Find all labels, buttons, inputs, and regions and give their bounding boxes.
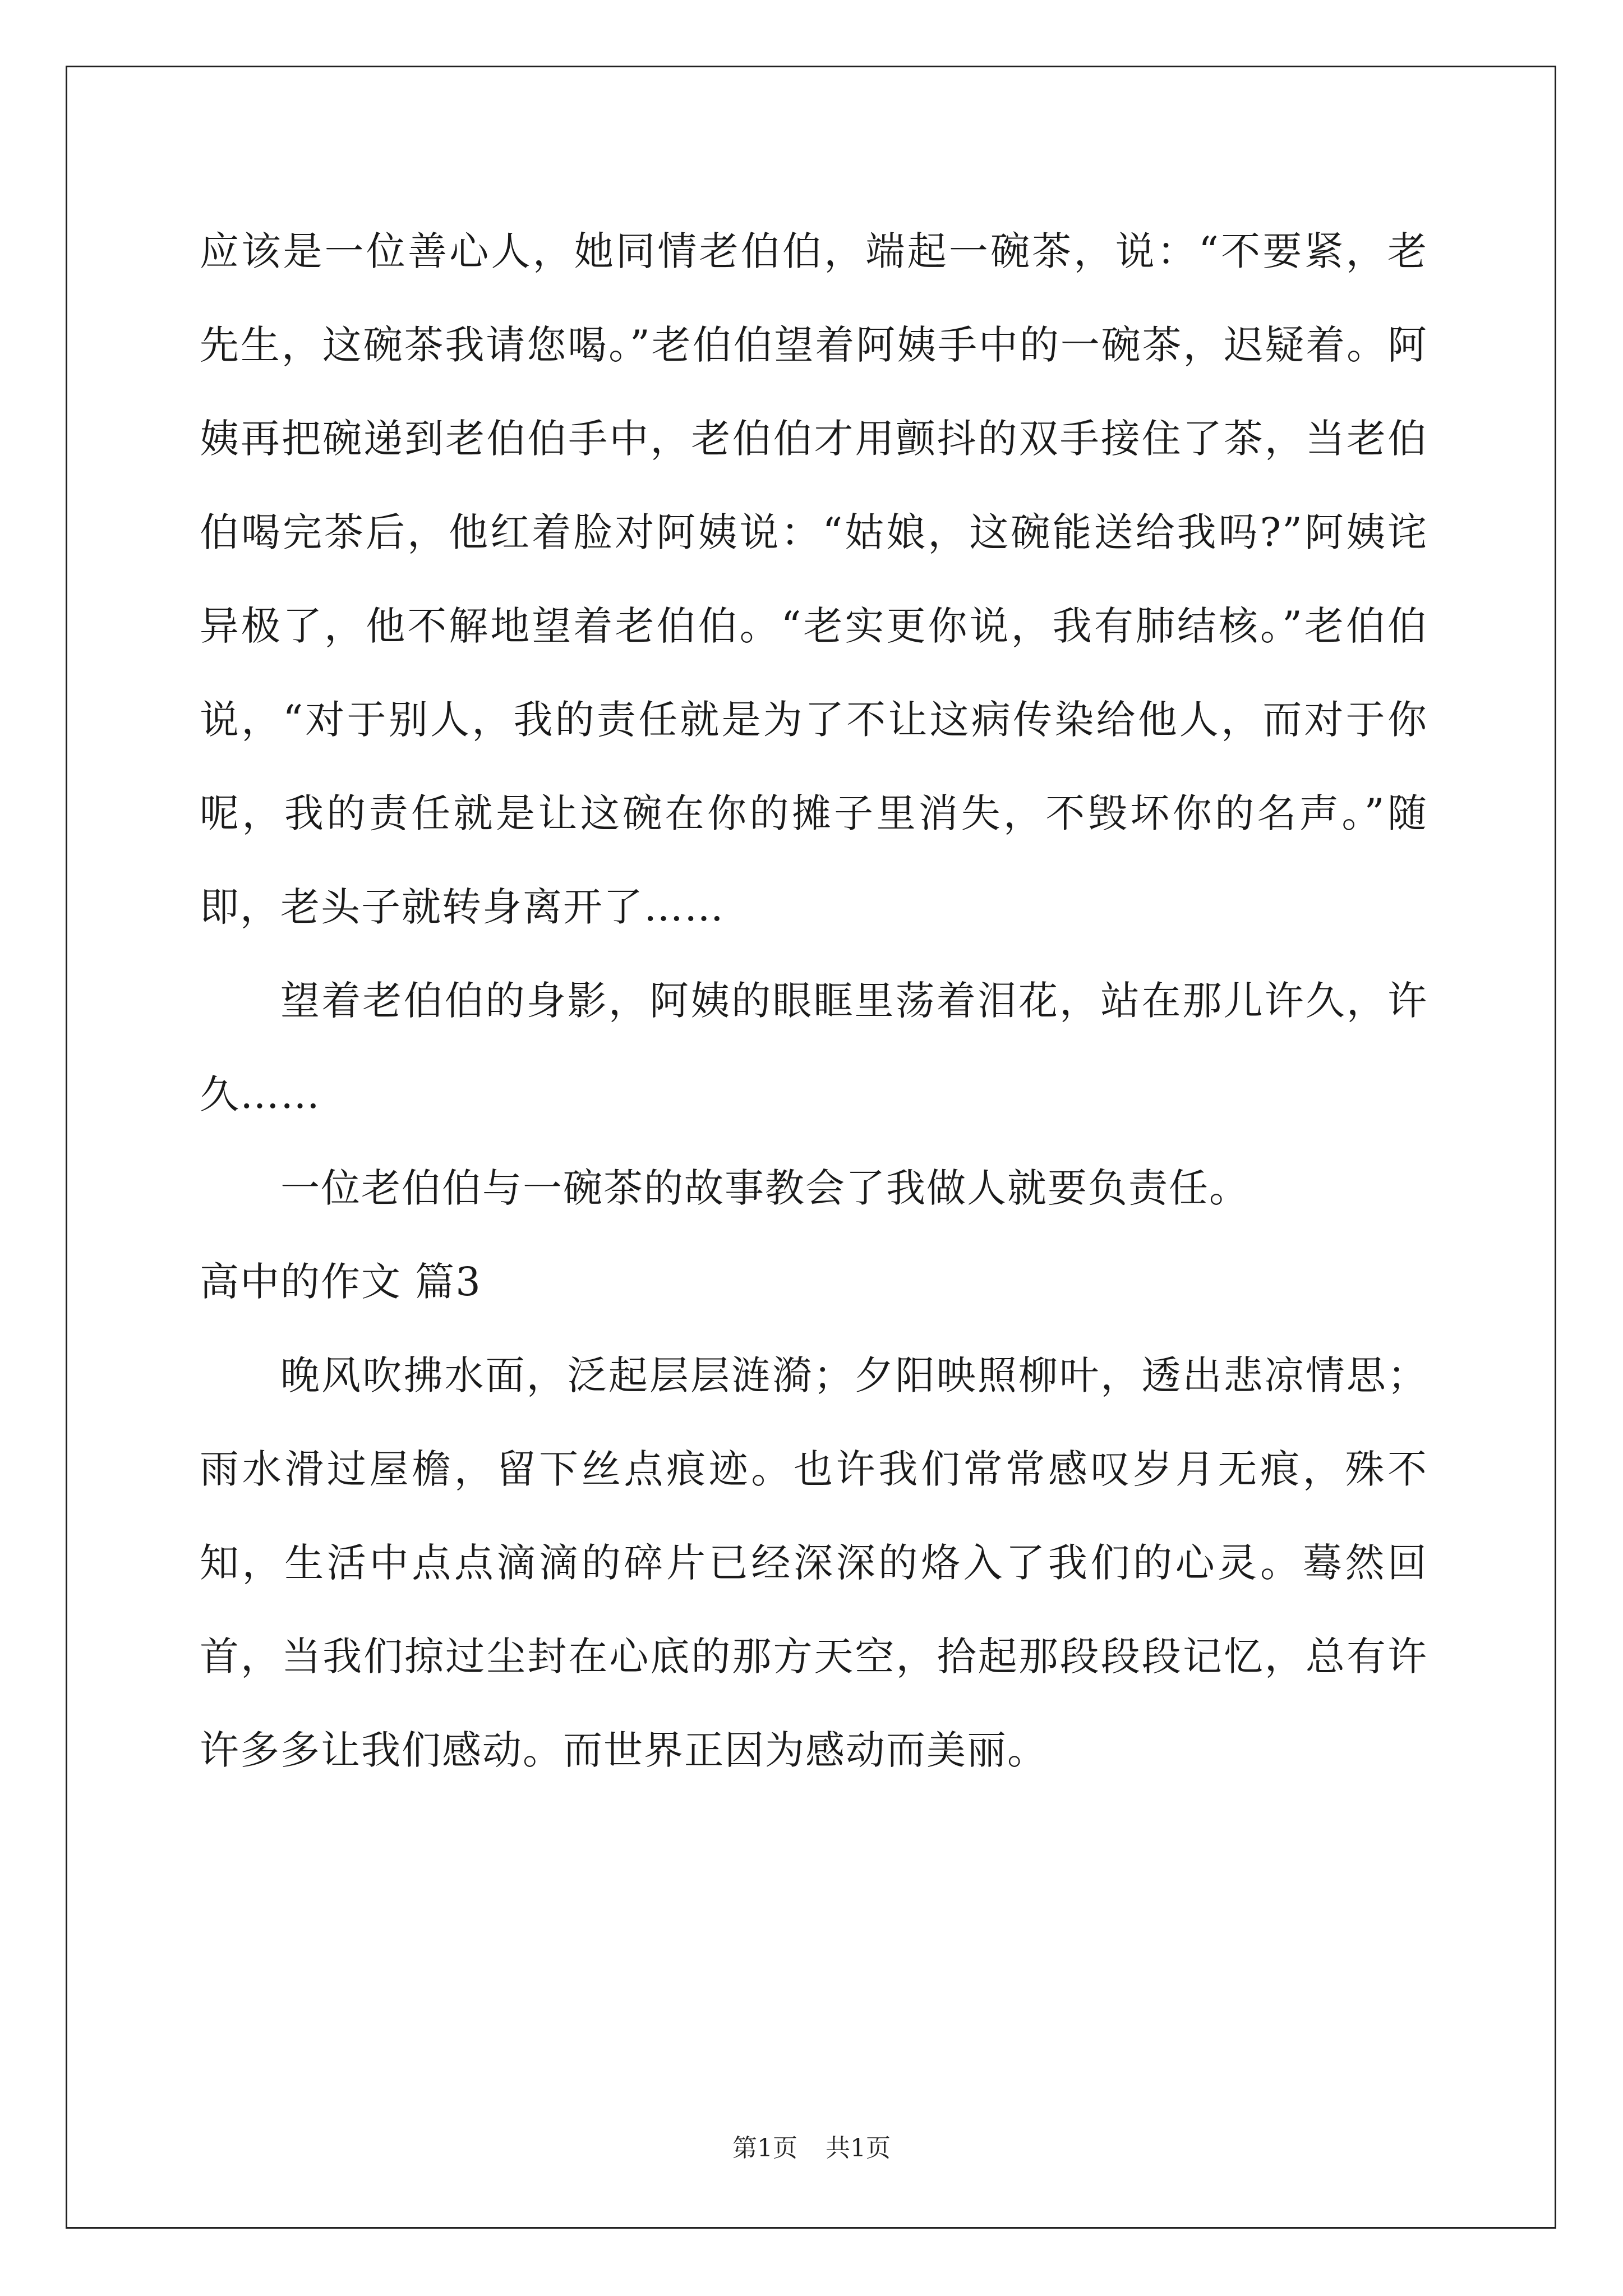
paragraph-2: 望着老伯伯的身影，阿姨的眼眶里荡着泪花，站在那儿许久，许久…… (200, 978, 1428, 1117)
paragraph-3: 一位老伯伯与一碗茶的故事教会了我做人就要负责任。 (280, 1165, 1249, 1211)
page-number: 第1页 (732, 2134, 797, 2162)
paragraph-4: 晚风吹拂水面，泛起层层涟漪；夕阳映照柳叶，透出悲凉情思；雨水滑过屋檐，留下丝点痕迹。也许我们常常感叹岁月无痕，殊不知，生活中点点滴滴的碎片已经深深的烙入了我们的心灵。蓦然回首，当我们掠过尘封在心底的那方天空，拾起那段段段记忆，总有许许多多让我们感动。而世界正因为感动而美丽。 (200, 1352, 1428, 1773)
paragraph-1: 应该是一位善心人，她同情老伯伯，端起一碗茶，说：“不要紧，老先生，这碗茶我请您喝。”老伯伯望着阿姨手中的一碗茶，迟疑着。阿姨再把碗递到老伯伯手中，老伯伯才用颤抖的双手接住了茶，当老伯伯喝完茶后，他红着脸对阿姨说：“姑娘，这碗能送给我吗?”阿姨诧异极了，他不解地望着老伯伯。“老实更你说，我有肺结核。”老伯伯说，“对于别人，我的责任就是为了不让这病传染给他人，而对于你呢，我的责任就是让这碗在你的摊子里消失，不毁坏你的名声。”随即，老头子就转身离开了…… (200, 228, 1428, 930)
section-heading: 高中的作文 篇3 (200, 1259, 482, 1305)
page-footer (0, 2132, 1623, 2165)
page-total: 共1页 (826, 2134, 891, 2162)
document-body (200, 205, 1428, 1797)
